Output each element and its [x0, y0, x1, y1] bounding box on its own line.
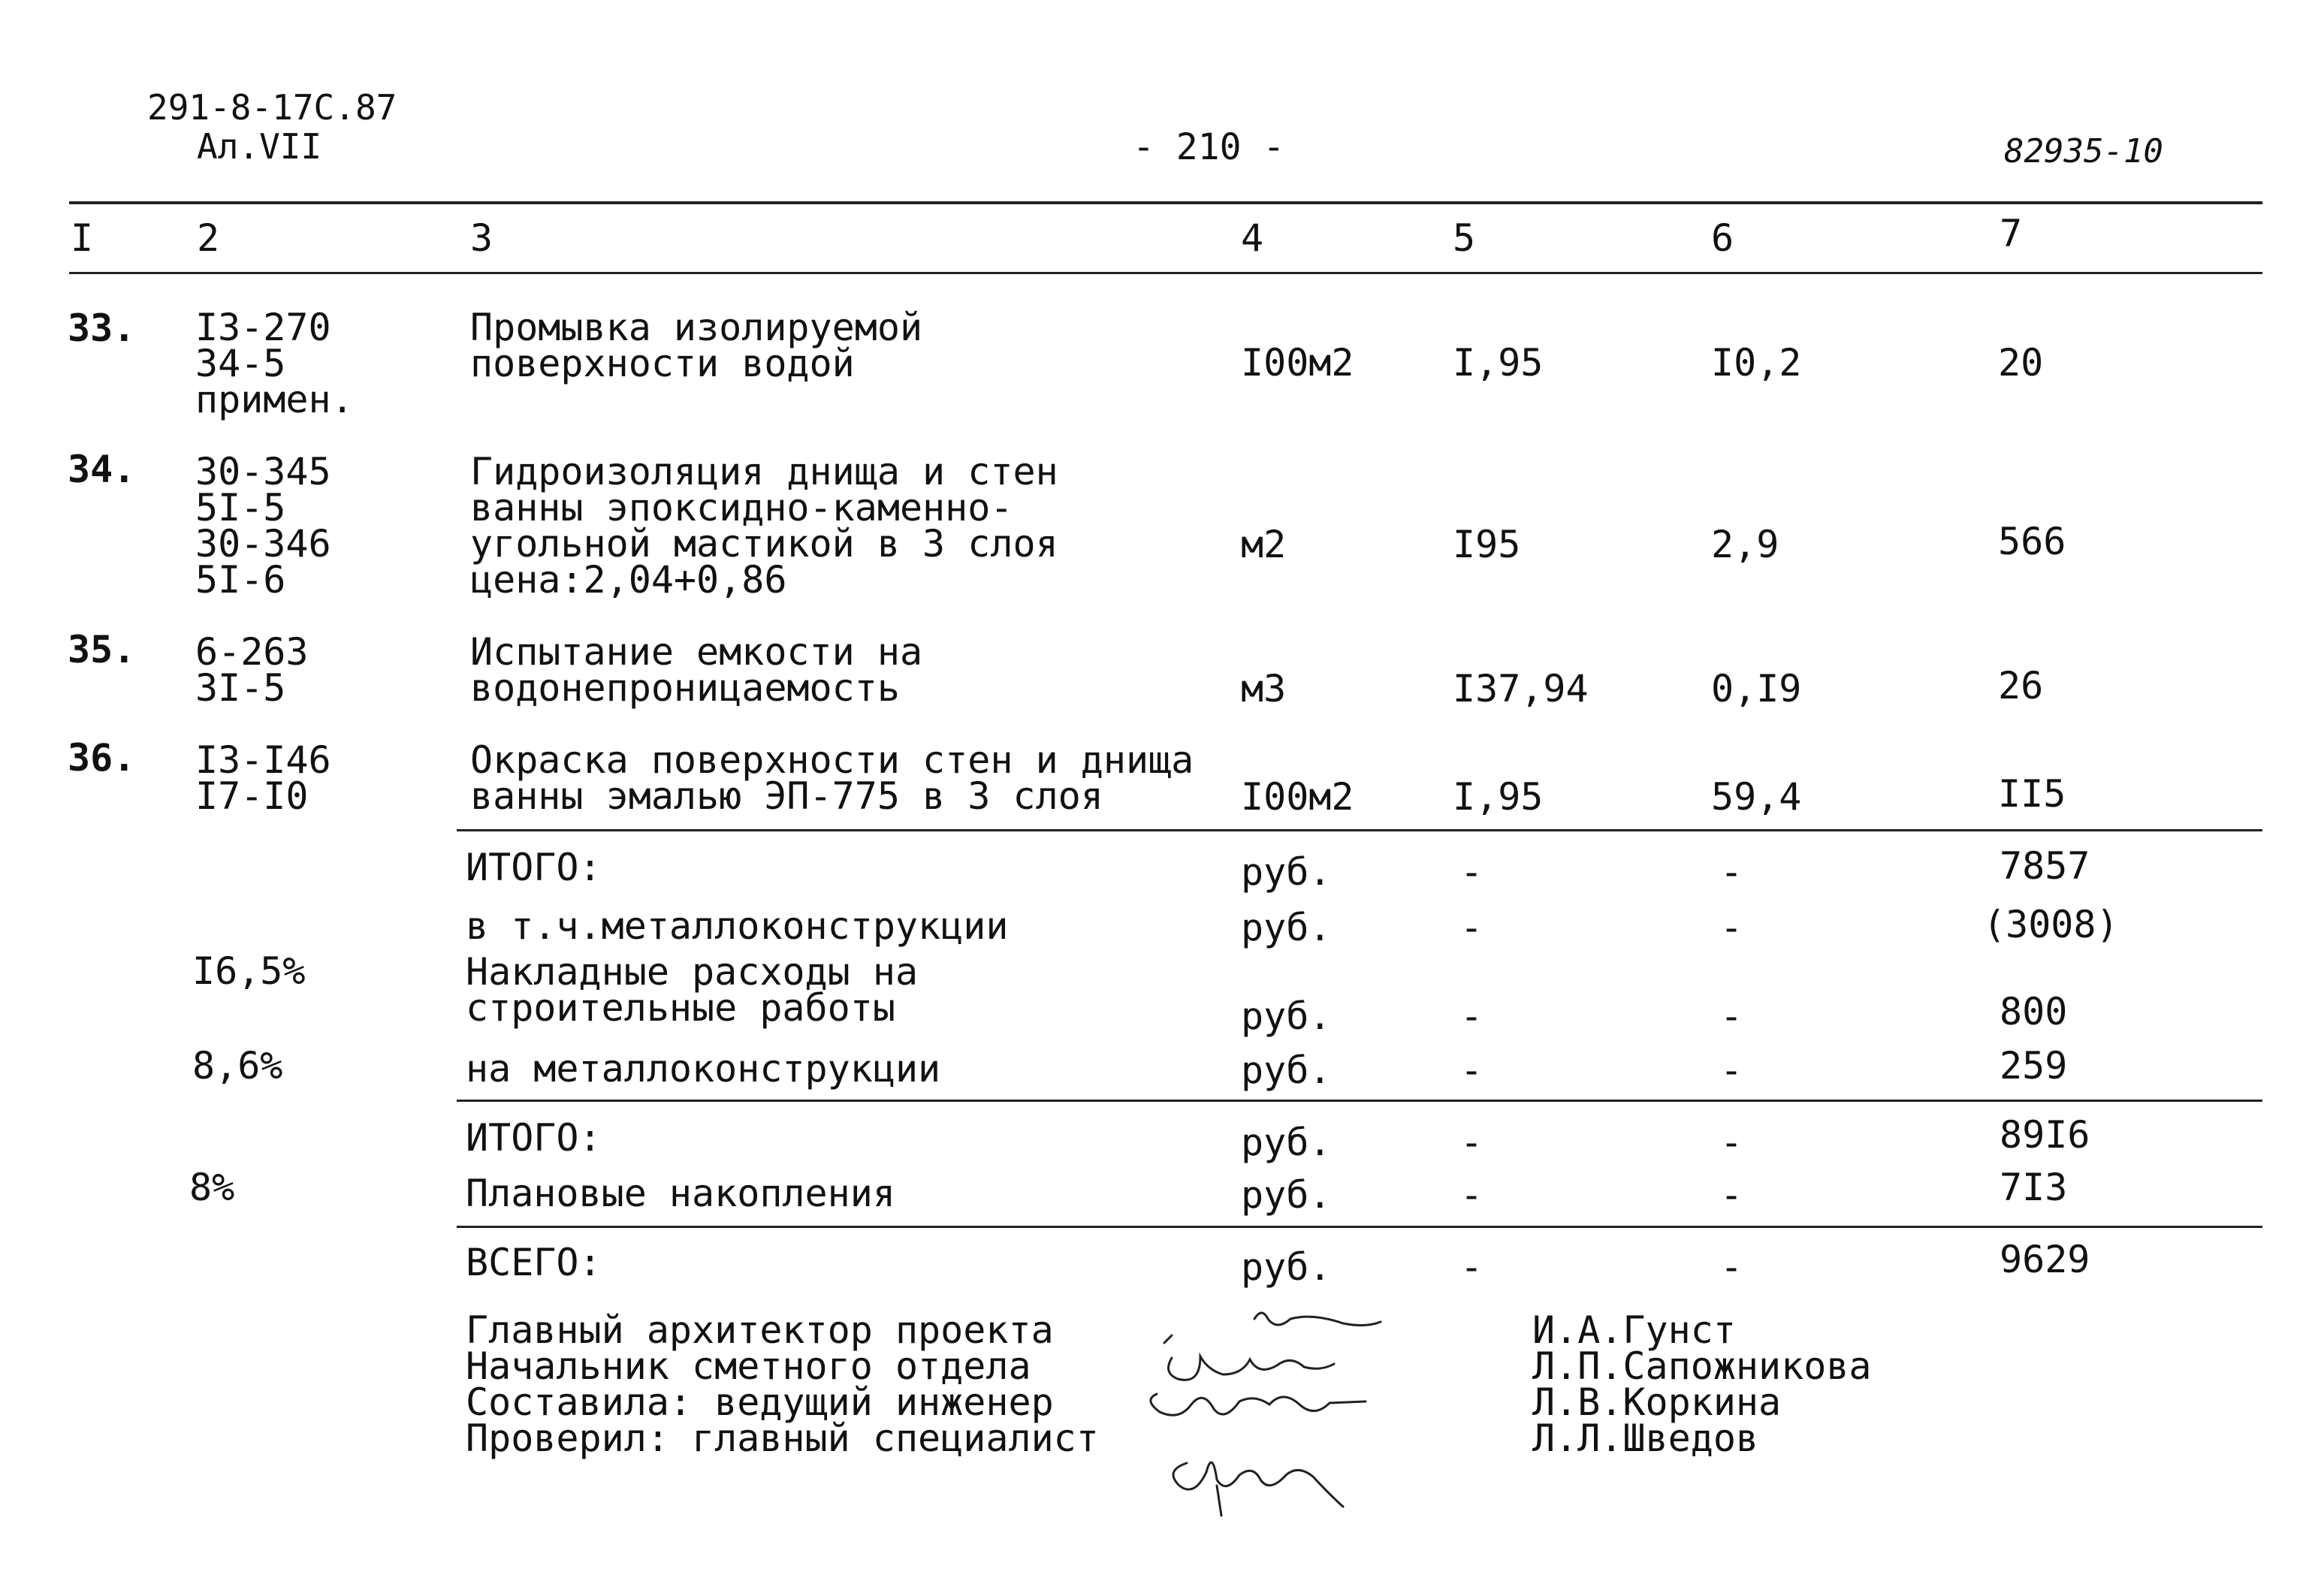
summary-unit: руб.: [1241, 994, 1332, 1038]
row-code: I3-270 34-5 примен.: [195, 306, 354, 421]
summary-price: -: [1720, 850, 1743, 894]
summary-label: ИТОГО:: [466, 846, 602, 889]
summary-total: 9629: [2000, 1238, 2090, 1281]
row-price: 2,9: [1711, 523, 1779, 566]
summary-qty: -: [1460, 1245, 1484, 1289]
row-description: Испытание емкости на водонепроницаемость: [470, 630, 923, 710]
total-rule: [457, 1226, 2262, 1228]
col-header-7: 7: [2000, 212, 2023, 255]
summary-total: 7857: [2000, 844, 2090, 888]
row-price: I0,2: [1711, 341, 1802, 385]
col-header-1: I: [71, 216, 94, 260]
summary-price: -: [1720, 1048, 1743, 1092]
summary-unit: руб.: [1241, 906, 1332, 949]
summary-rate: 8%: [189, 1166, 235, 1209]
archive-number: 82935-10: [2004, 132, 2163, 170]
col-header-2: 2: [197, 216, 220, 260]
row-qty: I,95: [1453, 341, 1544, 385]
summary-total: 800: [2000, 990, 2068, 1033]
row-description: Промывка изолируемой поверхности водой: [470, 306, 923, 385]
row-qty: I37,94: [1453, 667, 1589, 711]
summary-rate: 8,6%: [192, 1044, 283, 1088]
summary-qty: -: [1460, 1173, 1484, 1217]
summary-qty: -: [1460, 906, 1484, 949]
handwritten-signatures: [1142, 1298, 1487, 1523]
summary-total: (3008): [1983, 903, 2119, 946]
summary-price: -: [1720, 1121, 1743, 1164]
top-rule: [69, 201, 2262, 204]
row-number: 35.: [68, 628, 136, 671]
summary-price: -: [1720, 1173, 1743, 1217]
summary-unit: руб.: [1241, 1245, 1332, 1289]
summary-total: 89I6: [2000, 1113, 2090, 1157]
summary-label: ИТОГО:: [466, 1116, 602, 1160]
col-header-4: 4: [1241, 216, 1264, 260]
signature-name: И.А.Гунст: [1532, 1308, 1736, 1352]
row-description: Окраска поверхности стен и днища ванны эмалью ЭП-775 в 3 слоя: [470, 738, 1194, 818]
header-rule: [69, 272, 2262, 274]
summary-qty: -: [1460, 1048, 1484, 1092]
summary-rule: [457, 829, 2262, 831]
summary-price: -: [1720, 994, 1743, 1038]
signature-role: Начальник сметного отдела: [466, 1344, 1031, 1388]
summary-price: -: [1720, 906, 1743, 949]
row-unit: I00м2: [1241, 775, 1354, 819]
signature-role: Проверил: главный специалист: [466, 1416, 1099, 1460]
summary-total: 259: [2000, 1044, 2068, 1088]
col-header-5: 5: [1453, 216, 1476, 260]
signature-name: Л.Л.Шведов: [1532, 1416, 1759, 1460]
summary-rate: I6,5%: [192, 949, 306, 993]
col-header-3: 3: [470, 216, 493, 260]
album-label: Ал.VII: [197, 126, 322, 167]
signature-name: Л.В.Коркина: [1532, 1380, 1782, 1424]
summary-qty: -: [1460, 994, 1484, 1038]
row-code: 6-263 3I-5: [195, 630, 309, 710]
row-unit: I00м2: [1241, 341, 1354, 385]
summary-total: 7I3: [2000, 1166, 2068, 1209]
summary-label: Накладные расходы на строительные работы: [466, 950, 919, 1030]
row-code: I3-I46 I7-I0: [195, 738, 331, 818]
doc-code: 291-8-17С.87: [147, 87, 397, 128]
row-total: 566: [1998, 520, 2066, 563]
row-number: 36.: [68, 736, 136, 780]
row-number: 34.: [68, 448, 136, 491]
summary-qty: -: [1460, 1121, 1484, 1164]
row-total: II5: [1998, 772, 2066, 816]
row-unit: м3: [1241, 667, 1287, 711]
row-total: 20: [1998, 341, 2044, 385]
summary-label: Плановые накопления: [466, 1172, 895, 1215]
summary-unit: руб.: [1241, 850, 1332, 894]
page-number: - 210 -: [1133, 126, 1285, 168]
row-description: Гидроизоляция днища и стен ванны эпоксидно-каменно- угольной мастикой в 3 слоя цена:2,04+0,86: [470, 450, 1058, 602]
summary-label: на металлоконструкции: [466, 1047, 941, 1091]
row-unit: м2: [1241, 523, 1287, 566]
summary-label: ВСЕГО:: [466, 1241, 602, 1284]
row-price: 0,I9: [1711, 667, 1802, 711]
summary-price: -: [1720, 1245, 1743, 1289]
signature-role: Составила: ведущий инженер: [466, 1380, 1054, 1424]
row-qty: I,95: [1453, 775, 1544, 819]
summary-unit: руб.: [1241, 1121, 1332, 1164]
row-price: 59,4: [1711, 775, 1802, 819]
summary-unit: руб.: [1241, 1048, 1332, 1092]
col-header-6: 6: [1711, 216, 1734, 260]
signature-role: Главный архитектор проекта: [466, 1308, 1054, 1352]
row-code: 30-345 5I-5 30-346 5I-6: [195, 450, 331, 602]
signature-name: Л.П.Сапожникова: [1532, 1344, 1872, 1388]
summary-label: в т.ч.металлоконструкции: [466, 904, 1009, 948]
summary-unit: руб.: [1241, 1173, 1332, 1217]
row-qty: I95: [1453, 523, 1521, 566]
subtotal-rule: [457, 1100, 2262, 1102]
row-total: 26: [1998, 664, 2044, 707]
summary-qty: -: [1460, 850, 1484, 894]
row-number: 33.: [68, 306, 136, 350]
